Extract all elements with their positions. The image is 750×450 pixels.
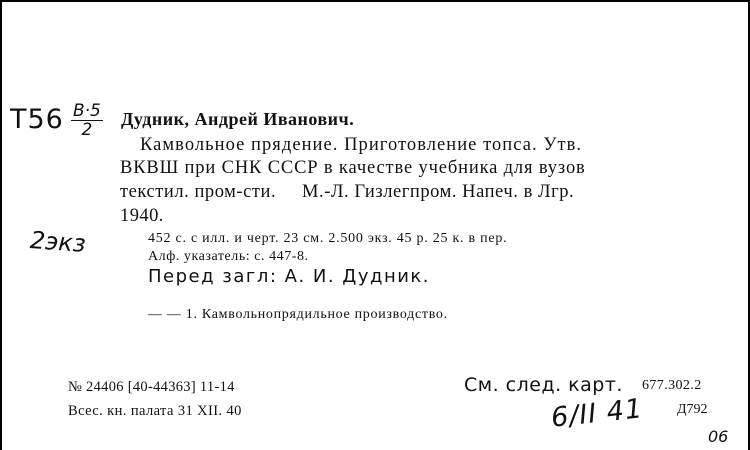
handwritten-date: 6/II 41 [549, 393, 645, 434]
physical-description: 452 с. с илл. и черт. 23 см. 2.500 экз. 45 р. 25 к. в пер. [148, 231, 508, 246]
title-line-2: ВКВШ при СНК СССР в качестве учебника для вузов [120, 158, 586, 178]
title-line-4: 1940. [120, 206, 164, 226]
author-heading: Дудник, Андрей Иванович. [121, 109, 355, 129]
author-mark: Д792 [677, 402, 708, 417]
subject-tracing: — — 1. Камвольнопрядильное производство. [148, 307, 448, 322]
shelfmark-fraction [71, 102, 103, 139]
shelfmark-fraction-top: В·5 [72, 101, 101, 121]
title-line-1: Камвольное прядение. Приготовление топса. Утв. [140, 135, 583, 155]
classification-number: 677.302.2 [642, 378, 702, 393]
handwritten-note: Перед загл: А. И. Дудник. [148, 266, 431, 287]
registry-number: № 24406 [40-44363] 11-14 [68, 379, 235, 395]
see-next-card: См. след. карт. [464, 374, 623, 396]
registry-chamber: Всес. кн. палата 31 XII. 40 [68, 403, 242, 419]
shelfmark-fraction-bottom: 2 [81, 120, 93, 140]
shelfmark [10, 102, 103, 148]
title-line-3: текстил. пром-сти. М.-Л. Гизлегпром. Напеч. в Лгр. [120, 182, 575, 202]
index-note: Алф. указатель: с. 447-8. [148, 249, 309, 264]
shelfmark-code: Т56 [10, 104, 64, 135]
copies-note: 2экз [29, 226, 87, 258]
corner-note: 06 [708, 427, 729, 446]
